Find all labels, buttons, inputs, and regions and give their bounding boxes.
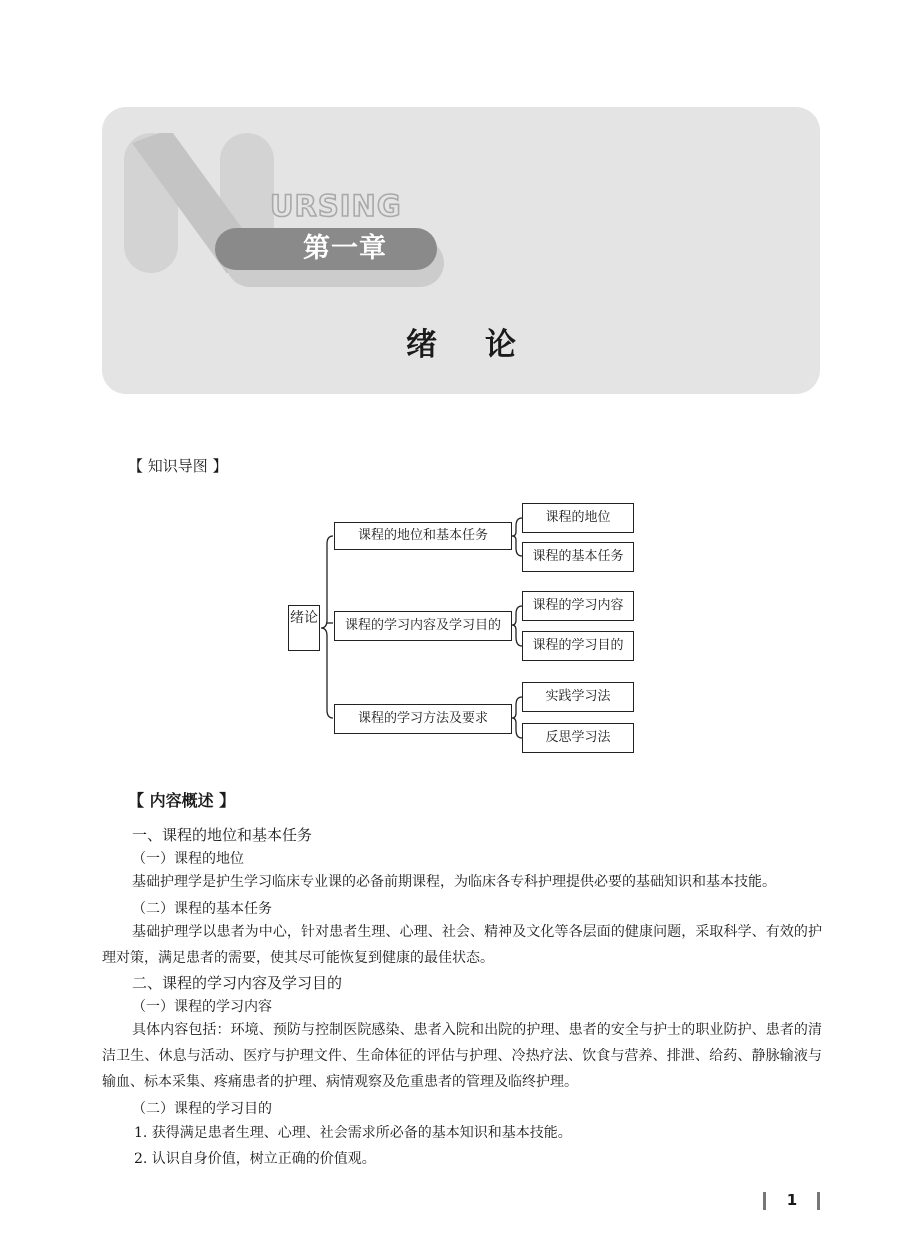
chapter-banner	[102, 107, 820, 394]
paragraph: 基础护理学以患者为中心，针对患者生理、心理、社会、精神及文化等各层面的健康问题，采取科学、有效的护理对策，满足患者的需要，使其尽可能恢复到健康的最佳状态。	[102, 924, 822, 966]
mind-map-label: 【 知识导图 】	[128, 457, 228, 475]
list-item: 1. 获得满足患者生理、心理、社会需求所必备的基本知识和基本技能。	[134, 1125, 572, 1141]
paragraph: 基础护理学是护生学习临床专业课的必备前期课程，为临床各专科护理提供必要的基础知识和基本技能。	[132, 874, 776, 890]
subsection-heading: （一）课程的地位	[132, 851, 244, 867]
subsection-heading: （二）课程的学习目的	[132, 1101, 272, 1117]
section-heading: 一、课程的地位和基本任务	[132, 826, 313, 844]
page-number-bar-left	[763, 1192, 766, 1210]
chapter-label: 第一章	[303, 233, 387, 264]
mind-map-branch: 课程的学习方法及要求	[334, 704, 512, 734]
overview-label: 【 内容概述 】	[128, 791, 236, 810]
subsection-heading: （二）课程的基本任务	[132, 901, 272, 917]
mind-map-leaf: 课程的学习目的	[522, 631, 634, 661]
ursing-logo-text: URSING	[270, 189, 402, 223]
mind-map-leaf: 课程的基本任务	[522, 542, 634, 572]
section-heading: 二、课程的学习内容及学习目的	[132, 974, 343, 992]
mind-map-root: 绪论	[288, 605, 320, 651]
list-item: 2. 认识自身价值，树立正确的价值观。	[134, 1151, 376, 1167]
paragraph: 具体内容包括：环境、预防与控制医院感染、患者入院和出院的护理、患者的安全与护士的职业防护、患者的清洁卫生、休息与活动、医疗与护理文件、生命体征的评估与护理、冷热疗法、饮食与营养、排泄、给药、静脉输液与输血、标本采集、疼痛患者的护理、病情观察及危重患者的管理及临终护理。	[102, 1022, 822, 1090]
mind-map-leaf: 实践学习法	[522, 682, 634, 712]
subsection-heading: （一）课程的学习内容	[132, 999, 272, 1015]
chapter-title: 绪论	[406, 327, 564, 363]
page-number-bar-right	[817, 1192, 820, 1210]
mind-map-leaf: 反思学习法	[522, 723, 634, 753]
mind-map-branch: 课程的地位和基本任务	[334, 522, 512, 550]
mind-map-leaf: 课程的地位	[522, 503, 634, 533]
mind-map	[283, 498, 643, 760]
mind-map-leaf: 课程的学习内容	[522, 591, 634, 621]
mind-map-branch: 课程的学习内容及学习目的	[334, 611, 512, 641]
page-number: 1	[786, 1191, 798, 1209]
